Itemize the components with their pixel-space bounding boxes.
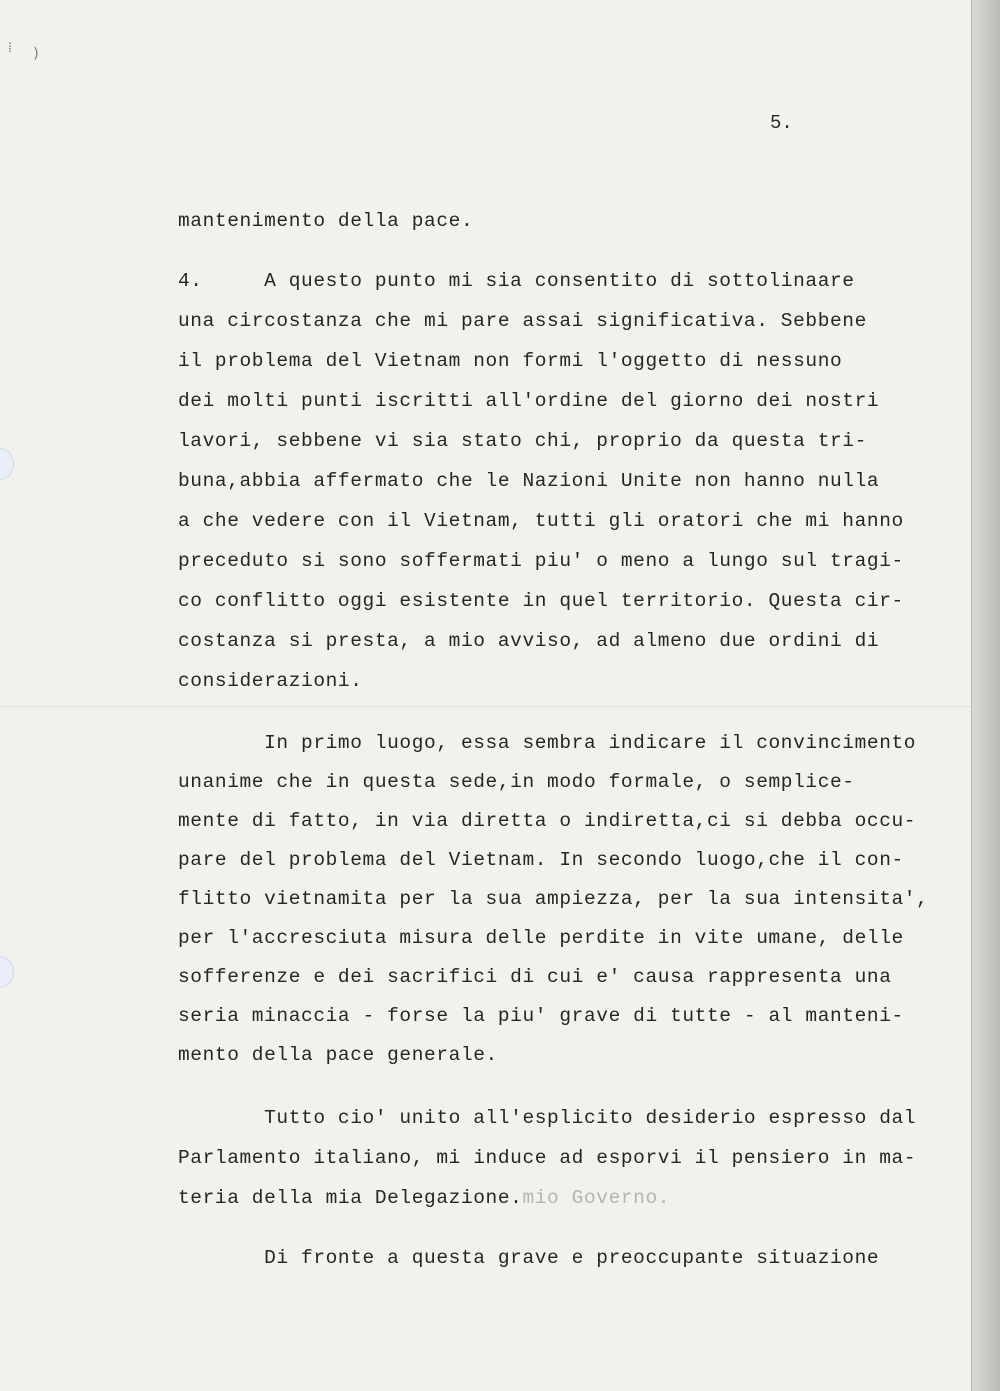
text-line: considerazioni. [178,670,363,692]
text-line: lavori, sebbene vi sia stato chi, proprio da questa tri- [178,430,867,452]
text-line: una circostanza che mi pare assai significativa. Sebbene [178,310,867,332]
text-line: Tutto cio' unito all'esplicito desiderio espresso dal [178,1107,917,1129]
text-line: mantenimento della pace. [178,210,474,232]
text-line: dei molti punti iscritti all'ordine del giorno dei nostri [178,390,880,412]
text-line: co conflitto oggi esistente in quel territorio. Questa cir- [178,590,904,612]
punch-hole-top [0,448,14,480]
text-line: buna,abbia affermato che le Nazioni Unite non hanno nulla [178,470,880,492]
text-line: seria minaccia - forse la piu' grave di tutte - al manteni- [178,1005,904,1027]
paper-crease [0,706,972,707]
page-number: 5. [770,112,793,134]
margin-smudge: ) [32,46,41,62]
text-line: Parlamento italiano, mi induce ad esporvi il pensiero in ma- [178,1147,917,1169]
text-line: mento della pace generale. [178,1044,498,1066]
text-line: In primo luogo, essa sembra indicare il convincimento [178,732,917,754]
paragraph-number-line: 4. A questo punto mi sia consentito di sottolinaare [178,270,855,292]
text-line: il problema del Vietnam non formi l'oggetto di nessuno [178,350,843,372]
text-line-main: teria della mia Delegazione. [178,1187,523,1209]
text-line [178,1187,670,1209]
margin-smudge: ⁞ [8,40,12,56]
text-line: pare del problema del Vietnam. In secondo luogo,che il con- [178,849,904,871]
text-line: per l'accresciuta misura delle perdite in vite umane, delle [178,927,904,949]
text-line: preceduto si sono soffermati piu' o meno a lungo sul tragi- [178,550,904,572]
text-line: unanime che in questa sede,in modo formale, o semplice- [178,771,855,793]
text-line: mente di fatto, in via diretta o indiretta,ci si debba occu- [178,810,917,832]
text-line: Di fronte a questa grave e preoccupante situazione [178,1247,880,1269]
page-edge [971,0,1000,1391]
text-line: a che vedere con il Vietnam, tutti gli oratori che mi hanno [178,510,904,532]
struck-out-text: mio Governo. [522,1187,671,1209]
text-line: sofferenze e dei sacrifici di cui e' causa rappresenta una [178,966,892,988]
punch-hole-bottom [0,956,14,988]
text-line: flitto vietnamita per la sua ampiezza, per la sua intensita', [178,888,929,910]
text-line: costanza si presta, a mio avviso, ad almeno due ordini di [178,630,880,652]
